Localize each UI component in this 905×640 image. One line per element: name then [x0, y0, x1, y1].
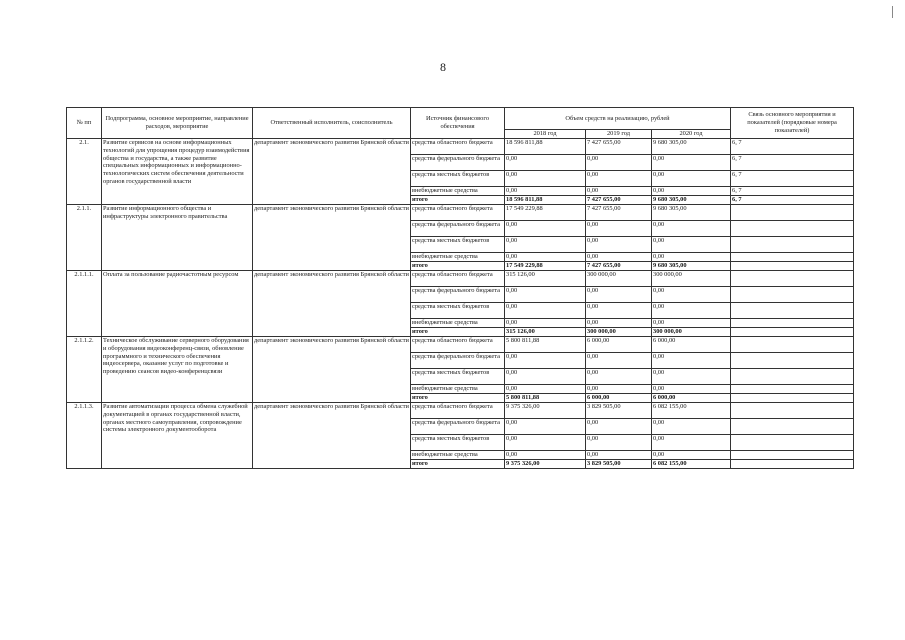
value-2019: 3 829 505,00 — [586, 403, 652, 419]
value-2019: 7 427 655,00 — [586, 205, 652, 221]
funding-source: средства местных бюджетов — [411, 171, 505, 187]
value-2018: 0,00 — [505, 451, 586, 460]
value-2018: 0,00 — [505, 435, 586, 451]
indicator-link: 6, 7 — [731, 155, 854, 171]
indicator-link — [731, 221, 854, 237]
value-2018: 0,00 — [505, 253, 586, 262]
funding-source: средства федерального бюджета — [411, 419, 505, 435]
item-name: Развитие автоматизации процесса обмена служебной документацией в органах государственной власти, органах местного самоуправления, сопровождение системы электронного документооборота — [102, 403, 253, 469]
value-2020: 300 000,00 — [652, 271, 731, 287]
item-number: 2.1. — [67, 139, 102, 205]
value-2019: 300 000,00 — [586, 271, 652, 287]
funding-source: средства областного бюджета — [411, 337, 505, 353]
indicator-link — [731, 262, 854, 271]
value-2019: 0,00 — [586, 221, 652, 237]
indicator-link — [731, 385, 854, 394]
funding-source: средства местных бюджетов — [411, 303, 505, 319]
indicator-link — [731, 337, 854, 353]
value-2020: 0,00 — [652, 187, 731, 196]
value-2020: 9 680 305,00 — [652, 196, 731, 205]
value-2020: 6 082 155,00 — [652, 460, 731, 469]
value-2020: 0,00 — [652, 221, 731, 237]
value-2019: 0,00 — [586, 353, 652, 369]
indicator-link — [731, 328, 854, 337]
item-executor: департамент экономического развития Брянской области — [253, 139, 411, 205]
value-2019: 3 829 505,00 — [586, 460, 652, 469]
item-number: 2.1.1.2. — [67, 337, 102, 403]
funding-source: внебюджетные средства — [411, 253, 505, 262]
value-2019: 0,00 — [586, 171, 652, 187]
indicator-link — [731, 403, 854, 419]
header-executor: Ответственный исполнитель, соисполнитель — [253, 108, 411, 139]
table-row — [67, 403, 854, 419]
value-2020: 0,00 — [652, 353, 731, 369]
value-2018: 0,00 — [505, 353, 586, 369]
indicator-link: 6, 7 — [731, 139, 854, 155]
value-2019: 7 427 655,00 — [586, 262, 652, 271]
funding-source: средства федерального бюджета — [411, 353, 505, 369]
value-2020: 0,00 — [652, 171, 731, 187]
item-executor: департамент экономического развития Брянской области — [253, 337, 411, 403]
value-2020: 6 082 155,00 — [652, 403, 731, 419]
value-2018: 0,00 — [505, 171, 586, 187]
funding-source: средства федерального бюджета — [411, 221, 505, 237]
table-row — [67, 139, 854, 155]
value-2018: 0,00 — [505, 287, 586, 303]
item-name: Техническое обслуживание серверного оборудования и оборудования видеоконференц-связи, обновление программного и технического обеспечения видеосервера, оказание услуг по подготовке и проведению сеансов видео-конференцсвязи — [102, 337, 253, 403]
table-row — [67, 271, 854, 287]
funding-source: средства федерального бюджета — [411, 155, 505, 171]
indicator-link — [731, 237, 854, 253]
value-2018: 18 596 811,88 — [505, 139, 586, 155]
value-2019: 7 427 655,00 — [586, 196, 652, 205]
header-subprogram: Подпрограмма, основное мероприятие, направление расходов, мероприятие — [102, 108, 253, 139]
indicator-link — [731, 419, 854, 435]
value-2020: 9 680 305,00 — [652, 262, 731, 271]
indicator-link — [731, 319, 854, 328]
value-2018: 0,00 — [505, 303, 586, 319]
funding-source: средства областного бюджета — [411, 271, 505, 287]
funding-source: средства областного бюджета — [411, 403, 505, 419]
item-executor: департамент экономического развития Брянской области — [253, 403, 411, 469]
funding-source: средства областного бюджета — [411, 205, 505, 221]
value-2018: 0,00 — [505, 237, 586, 253]
indicator-link — [731, 369, 854, 385]
funding-source: внебюджетные средства — [411, 385, 505, 394]
value-2019: 6 000,00 — [586, 394, 652, 403]
value-2018: 0,00 — [505, 319, 586, 328]
indicator-link — [731, 451, 854, 460]
header-num: № пп — [67, 108, 102, 139]
indicator-link — [731, 435, 854, 451]
item-number: 2.1.1. — [67, 205, 102, 271]
funding-source: средства местных бюджетов — [411, 369, 505, 385]
funding-source: средства местных бюджетов — [411, 435, 505, 451]
funding-source: итого — [411, 196, 505, 205]
item-executor: департамент экономического развития Брянской области — [253, 205, 411, 271]
value-2018: 9 375 326,00 — [505, 460, 586, 469]
indicator-link — [731, 253, 854, 262]
value-2020: 9 680 305,00 — [652, 139, 731, 155]
value-2020: 0,00 — [652, 253, 731, 262]
value-2019: 0,00 — [586, 451, 652, 460]
funding-source: итого — [411, 262, 505, 271]
item-executor: департамент экономического развития Брянской области — [253, 271, 411, 337]
funding-source: средства областного бюджета — [411, 139, 505, 155]
page-number: 8 — [440, 60, 446, 74]
value-2019: 7 427 655,00 — [586, 139, 652, 155]
value-2018: 5 800 811,88 — [505, 394, 586, 403]
header-year-2018: 2018 год — [505, 130, 586, 139]
value-2018: 0,00 — [505, 385, 586, 394]
funding-source: внебюджетные средства — [411, 319, 505, 328]
funding-source: внебюджетные средства — [411, 451, 505, 460]
item-name: Развитие сервисов на основе информационных технологий для упрощения процедур взаимодействия общества и государства, а также развитие специальных информационных и информационно-технологических систем обеспечения деятельности органов государственной власти — [102, 139, 253, 205]
table-body — [67, 139, 854, 469]
page-edge-mark — [892, 6, 893, 18]
indicator-link — [731, 460, 854, 469]
value-2018: 18 596 811,88 — [505, 196, 586, 205]
table-row — [67, 205, 854, 221]
value-2020: 0,00 — [652, 451, 731, 460]
value-2018: 315 126,00 — [505, 328, 586, 337]
value-2019: 0,00 — [586, 385, 652, 394]
value-2020: 0,00 — [652, 385, 731, 394]
funding-source: средства федерального бюджета — [411, 287, 505, 303]
value-2019: 0,00 — [586, 237, 652, 253]
header-year-2019: 2019 год — [586, 130, 652, 139]
item-name: Оплата за пользование радиочастотным ресурсом — [102, 271, 253, 337]
funding-source: средства местных бюджетов — [411, 237, 505, 253]
value-2018: 0,00 — [505, 155, 586, 171]
indicator-link: 6, 7 — [731, 171, 854, 187]
funding-source: внебюджетные средства — [411, 187, 505, 196]
indicator-link — [731, 303, 854, 319]
indicator-link — [731, 271, 854, 287]
value-2018: 315 126,00 — [505, 271, 586, 287]
value-2019: 0,00 — [586, 319, 652, 328]
value-2019: 0,00 — [586, 253, 652, 262]
value-2018: 0,00 — [505, 369, 586, 385]
value-2020: 6 000,00 — [652, 394, 731, 403]
value-2018: 0,00 — [505, 419, 586, 435]
value-2020: 0,00 — [652, 303, 731, 319]
funding-source: итого — [411, 394, 505, 403]
indicator-link — [731, 205, 854, 221]
value-2019: 0,00 — [586, 419, 652, 435]
indicator-link — [731, 353, 854, 369]
header-link: Связь основного мероприятия и показателей (порядковые номера показателей) — [731, 108, 854, 139]
value-2020: 0,00 — [652, 369, 731, 385]
value-2020: 0,00 — [652, 435, 731, 451]
header-volume: Объем средств на реализацию, рублей — [505, 108, 731, 130]
indicator-link: 6, 7 — [731, 187, 854, 196]
value-2020: 9 680 305,00 — [652, 205, 731, 221]
value-2018: 5 800 811,88 — [505, 337, 586, 353]
value-2019: 0,00 — [586, 187, 652, 196]
value-2019: 0,00 — [586, 435, 652, 451]
value-2019: 0,00 — [586, 303, 652, 319]
value-2018: 17 549 229,88 — [505, 205, 586, 221]
header-year-2020: 2020 год — [652, 130, 731, 139]
value-2019: 6 000,00 — [586, 337, 652, 353]
value-2020: 6 000,00 — [652, 337, 731, 353]
budget-table — [66, 107, 854, 469]
indicator-link — [731, 287, 854, 303]
indicator-link: 6, 7 — [731, 196, 854, 205]
value-2020: 0,00 — [652, 237, 731, 253]
item-number: 2.1.1.3. — [67, 403, 102, 469]
value-2020: 300 000,00 — [652, 328, 731, 337]
indicator-link — [731, 394, 854, 403]
value-2020: 0,00 — [652, 319, 731, 328]
table-row — [67, 337, 854, 353]
value-2020: 0,00 — [652, 155, 731, 171]
value-2019: 0,00 — [586, 287, 652, 303]
value-2018: 0,00 — [505, 221, 586, 237]
header-source: Источник финансового обеспечения — [411, 108, 505, 139]
value-2018: 0,00 — [505, 187, 586, 196]
item-number: 2.1.1.1. — [67, 271, 102, 337]
item-name: Развитие информационного общества и инфраструктуры электронного правительства — [102, 205, 253, 271]
value-2018: 9 375 326,00 — [505, 403, 586, 419]
value-2020: 0,00 — [652, 287, 731, 303]
funding-source: итого — [411, 460, 505, 469]
value-2018: 17 549 229,88 — [505, 262, 586, 271]
value-2019: 300 000,00 — [586, 328, 652, 337]
value-2019: 0,00 — [586, 155, 652, 171]
funding-source: итого — [411, 328, 505, 337]
value-2020: 0,00 — [652, 419, 731, 435]
value-2019: 0,00 — [586, 369, 652, 385]
